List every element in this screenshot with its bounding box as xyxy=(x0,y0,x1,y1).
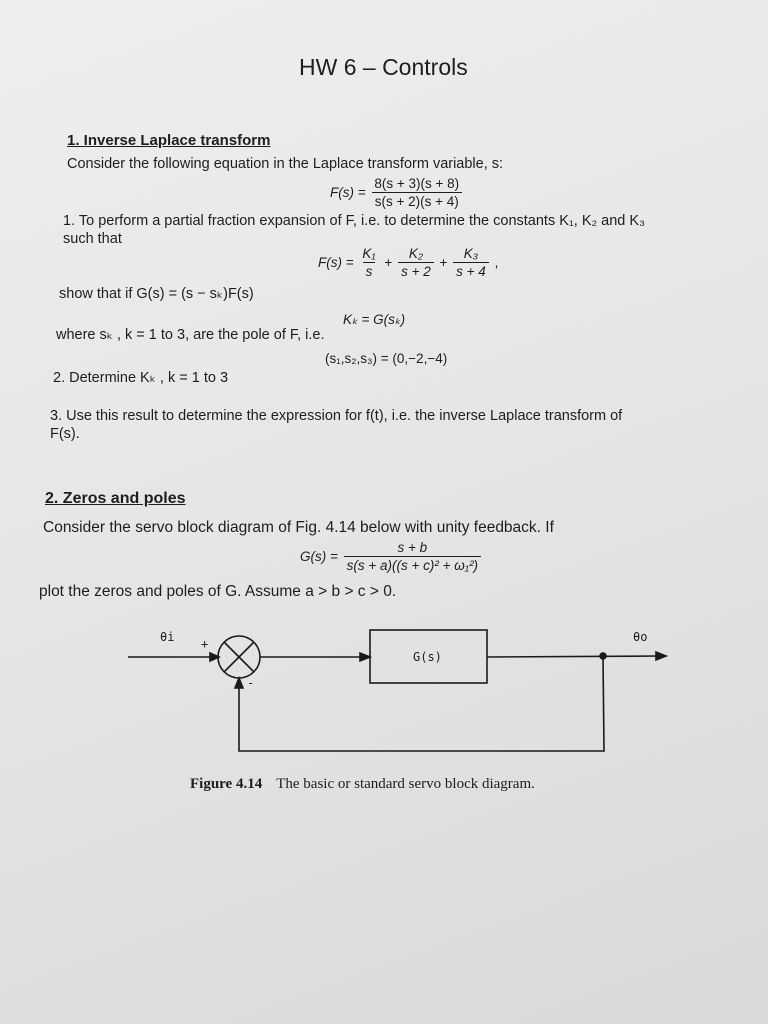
fraction-numerator: 8(s + 3)(s + 8) xyxy=(374,176,460,191)
feedback-path xyxy=(239,656,604,751)
plus-label: + xyxy=(201,637,209,651)
output-arrow xyxy=(656,652,666,660)
where-line: where sₖ , k = 1 to 3, are the pole of F, i.e. xyxy=(56,327,325,343)
feedback-arrow xyxy=(235,678,243,688)
fraction-denominator: s(s + 2)(s + 4) xyxy=(372,192,462,209)
section-2-heading: 2. Zeros and poles xyxy=(45,490,186,507)
fraction-numerator: s + b xyxy=(397,540,428,555)
equation-tail: , xyxy=(494,255,499,270)
block-label: G(s) xyxy=(413,650,442,664)
figure-label: Figure 4.14 xyxy=(190,776,263,792)
plus-sign: + xyxy=(439,255,448,270)
item-1-line-2: such that xyxy=(63,231,122,247)
plot-line: plot the zeros and poles of G. Assume a > b > c > 0. xyxy=(39,583,397,600)
equation-lhs: F(s) = xyxy=(330,185,366,200)
theta-i: θi xyxy=(160,630,175,644)
fraction-numerator: K₁ xyxy=(362,246,376,261)
item-3-line-2: F(s). xyxy=(50,426,80,442)
item-1-line-1: 1. To perform a partial fraction expansion of F, i.e. to determine the constants K₁, K₂ and K₃ xyxy=(63,213,645,229)
plus-sign: + xyxy=(384,255,393,270)
output-signal-line xyxy=(487,656,662,657)
show-line: show that if G(s) = (s − sₖ)F(s) xyxy=(59,286,254,302)
fraction-numerator: K₃ xyxy=(463,246,479,261)
figure-caption-text: The basic or standard servo block diagram. xyxy=(276,776,535,792)
fraction-denominator: s xyxy=(363,262,376,279)
section-2-intro: Consider the servo block diagram of Fig. 4.14 below with unity feedback. If xyxy=(43,519,554,536)
fraction-numerator: K₂ xyxy=(408,246,423,261)
equation-poles: (s₁,s₂,s₃) = (0,−2,−4) xyxy=(325,351,448,366)
fraction-denominator: s + 2 xyxy=(398,262,434,279)
input-label xyxy=(160,630,174,644)
fraction-denominator: s(s + a)((s + c)² + ω₁²) xyxy=(344,556,481,573)
item-2: 2. Determine Kₖ , k = 1 to 3 xyxy=(53,370,229,386)
page-title: HW 6 – Controls xyxy=(299,54,468,80)
section-1-heading: 1. Inverse Laplace transform xyxy=(67,132,271,149)
fraction-denominator: s + 4 xyxy=(453,262,489,279)
equation-lhs: G(s) = xyxy=(300,549,338,564)
minus-label: - xyxy=(247,676,255,690)
section-1-intro: Consider the following equation in the Laplace transform variable, s: xyxy=(67,156,504,172)
equation-lhs: F(s) = xyxy=(318,255,354,270)
equation-k-of-g: Kₖ = G(sₖ) xyxy=(343,312,406,327)
item-3-line-1: 3. Use this result to determine the expression for f(t), i.e. the inverse Laplace transform of xyxy=(50,408,623,424)
output-label: θo xyxy=(633,630,648,644)
block-input-arrow xyxy=(360,653,370,661)
figure-caption xyxy=(190,776,535,793)
